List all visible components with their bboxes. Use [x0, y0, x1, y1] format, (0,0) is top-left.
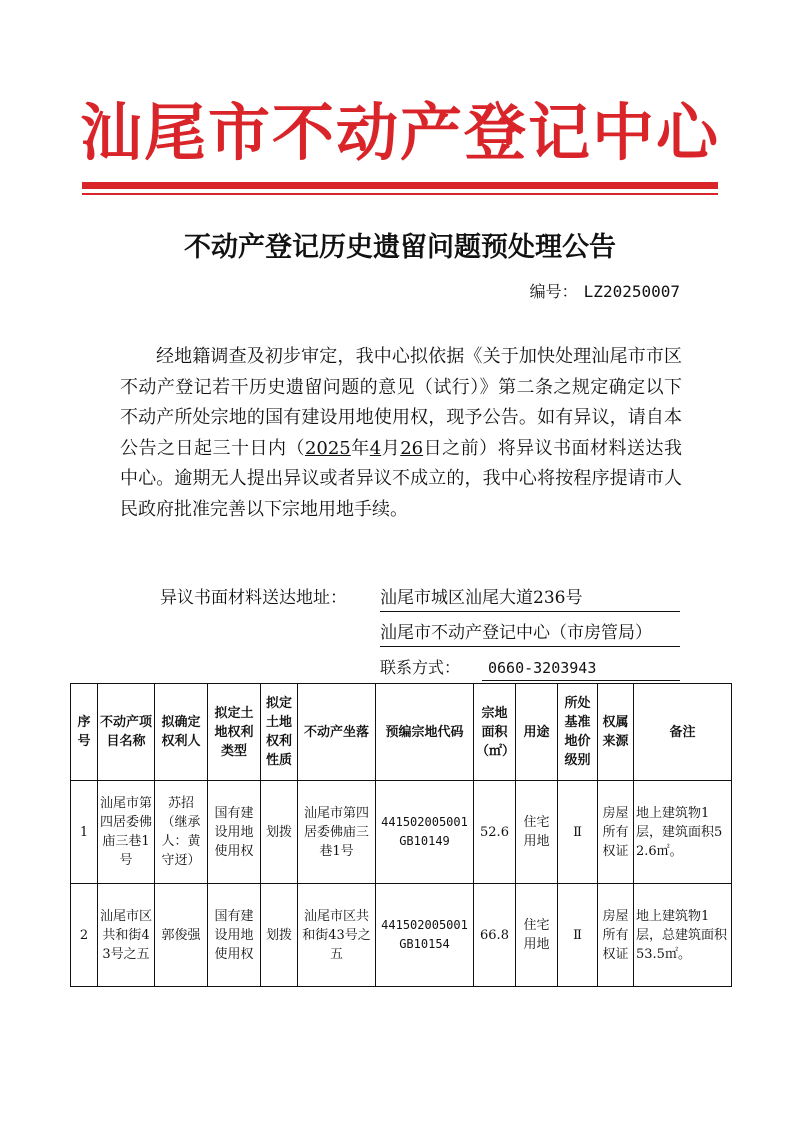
notice-title: 不动产登记历史遗留问题预处理公告	[184, 232, 616, 263]
header-ownership-source: 权属来源	[598, 684, 634, 781]
header-serial: 序号	[71, 684, 98, 781]
header-right-type: 拟定土地权利类型	[208, 684, 261, 781]
masthead-rule-thick	[82, 182, 718, 189]
deadline-year-unit: 年	[350, 437, 370, 459]
header-use: 用途	[516, 684, 558, 781]
cell-serial: 2	[71, 884, 98, 987]
deadline-month: 4	[369, 437, 382, 459]
cell-holder: 郭俊强	[155, 884, 208, 987]
cell-right-nature: 划拨	[261, 781, 298, 884]
deadline-year: 2025	[304, 437, 351, 459]
cell-price-grade: Ⅱ	[558, 781, 598, 884]
contact-label: 联系方式：	[380, 658, 461, 677]
table-row	[71, 781, 732, 884]
table-row	[71, 884, 732, 987]
cell-ownership-source: 房屋所有权证	[598, 884, 634, 987]
header-price-grade: 所处基准地价级别	[558, 684, 598, 781]
cell-use: 住宅用地	[516, 781, 558, 884]
notice-number-label: 编号：	[529, 282, 578, 301]
cell-note: 地上建筑物1层，建筑面积52.6㎡。	[634, 781, 732, 884]
deadline-month-unit: 月	[381, 437, 401, 459]
address-label: 异议书面材料送达地址：	[160, 588, 347, 608]
header-location: 不动产坐落	[298, 684, 376, 781]
cell-area: 66.8	[474, 884, 516, 987]
cell-parcel-code: 441502005001GB10149	[376, 781, 474, 884]
cell-right-type: 国有建设用地使用权	[208, 884, 261, 987]
cell-holder: 苏招（继承人：黄守迓）	[155, 781, 208, 884]
notice-body	[120, 342, 682, 525]
cell-ownership-source: 房屋所有权证	[598, 781, 634, 884]
header-right-nature: 拟定土地权利性质	[261, 684, 298, 781]
cell-project-name: 汕尾市区共和街43号之五	[98, 884, 155, 987]
table-header-row	[71, 684, 732, 781]
cell-location: 汕尾市第四居委佛庙三巷1号	[298, 781, 376, 884]
notice-paragraph-1: 经地籍调查及初步审定，我中心拟依据《关于加快处理汕尾市市区不动产登记若干历史遗留问题的意见（试行）》第二条之规定确定以下不动产所处宗地的国有建设用地使用权，现予公告。如有异议，请自本公告之日起三十日内（	[120, 346, 682, 459]
address-line-1: 汕尾市城区汕尾大道236号	[380, 585, 680, 612]
address-line-2: 汕尾市不动产登记中心（市房管局）	[380, 620, 680, 647]
header-holder: 拟确定权利人	[155, 684, 208, 781]
header-area: 宗地面积（㎡）	[474, 684, 516, 781]
cell-use: 住宅用地	[516, 884, 558, 987]
cell-right-nature: 划拨	[261, 884, 298, 987]
cell-location: 汕尾市区共和街43号之五	[298, 884, 376, 987]
parcel-table	[70, 683, 732, 987]
cell-project-name: 汕尾市第四居委佛庙三巷1号	[98, 781, 155, 884]
header-parcel-code: 预编宗地代码	[376, 684, 474, 781]
masthead-title: 汕尾市不动产登记中心	[79, 96, 720, 169]
deadline-day-suffix: 日之前）将	[423, 437, 517, 459]
cell-area: 52.6	[474, 781, 516, 884]
masthead-rule-thin	[82, 193, 718, 195]
contact-phone: 0660-3203943	[482, 656, 680, 681]
cell-right-type: 国有建设用地使用权	[208, 781, 261, 884]
deadline-day: 26	[400, 437, 424, 459]
header-project-name: 不动产项目名称	[98, 684, 155, 781]
notice-paragraph-2: 异议书面材料送达我中心。逾期无人提出异议或者异议不成立的，我中心将按程序提请市人民政府批准完善以下宗地用地手续。	[120, 437, 683, 520]
header-note: 备注	[634, 684, 732, 781]
cell-note: 地上建筑物1层，总建筑面积53.5㎡。	[634, 884, 732, 987]
cell-price-grade: Ⅱ	[558, 884, 598, 987]
cell-parcel-code: 441502005001GB10154	[376, 884, 474, 987]
cell-serial: 1	[71, 781, 98, 884]
notice-number-value: LZ20250007	[583, 282, 680, 301]
notice-number	[500, 280, 680, 304]
